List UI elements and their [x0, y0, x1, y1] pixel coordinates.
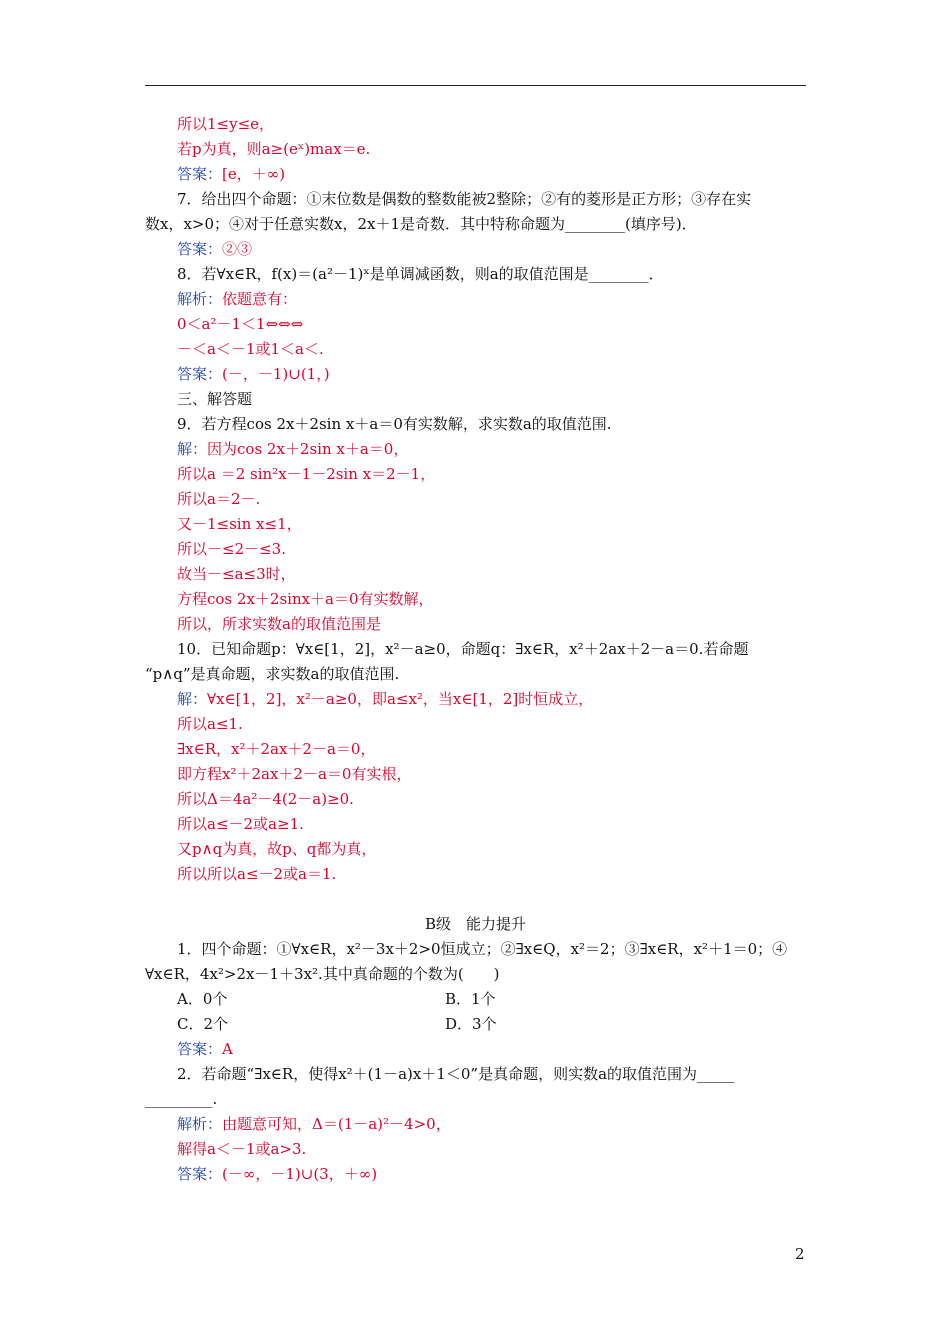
solution-text: (－，－1)∪(1，) — [222, 365, 330, 383]
solution-line: 所以－≤2－≤3. — [177, 540, 286, 558]
solution-line — [145, 287, 806, 312]
problem-line: 2．若命题“∃x∈R，使得x²＋(1－a)x＋1＜0”是真命题，则实数a的取值范围为_____ — [177, 1065, 735, 1083]
solution-line: 所以a ＝2 sin²x－1－2sin x＝2－1， — [177, 465, 436, 483]
solution-label: 答案： — [177, 240, 223, 258]
solution-line — [145, 1112, 806, 1137]
solution-text: ∀x∈[1，2]，x²－a≥0，即a≤x²，当x∈[1，2]时恒成立， — [207, 690, 594, 708]
solution-line: 0＜a²－1＜1⇔⇔⇔ — [177, 315, 304, 333]
problem-line: 10．已知命题p：∀x∈[1，2]，x²－a≥0，命题q：∃x∈R，x²＋2ax＋2－a＝0.若命题 — [177, 640, 749, 658]
solution-label: 解析： — [177, 1115, 223, 1133]
solution-line — [145, 362, 806, 387]
solution-text: 因为cos 2x＋2sin x＋a＝0， — [207, 440, 409, 458]
solution-line: 所以1≤y≤e， — [177, 115, 275, 133]
solution-label: 答案： — [177, 365, 223, 383]
solution-line: 解得a＜－1或a>3. — [177, 1140, 307, 1158]
problem-line: 9．若方程cos 2x＋2sin x＋a＝0有实数解，求实数a的取值范围. — [177, 415, 612, 433]
solution-label: 答案： — [177, 1040, 223, 1058]
solution-line: －＜a＜－1或1＜a＜. — [177, 340, 324, 358]
page-number: 2 — [795, 1245, 805, 1263]
choice-b: B．1个 — [445, 990, 496, 1008]
solution-text: A — [222, 1040, 233, 1058]
problem-line: _________. — [145, 1090, 218, 1108]
solution-line: 又p∧q为真，故p、q都为真， — [177, 840, 377, 858]
solution-label: 答案： — [177, 165, 223, 183]
problem-line: 8．若∀x∈R，f(x)＝(a²－1)ˣ是单调减函数，则a的取值范围是________． — [177, 265, 664, 283]
problem-line: 7．给出四个命题：①末位数是偶数的整数能被2整除；②有的菱形是正方形；③存在实 — [177, 190, 752, 208]
solution-line — [145, 687, 806, 712]
problem-line: 1．四个命题：①∀x∈R，x²－3x＋2>0恒成立；②∃x∈Q，x²＝2；③∃x∈R，x²＋1＝0；④ — [177, 940, 788, 958]
solution-line: 所以a≤－2或a≥1. — [177, 815, 304, 833]
choice-a: A．0个 — [177, 990, 228, 1008]
problem-line: 三、解答题 — [177, 390, 253, 408]
solution-line: ∃x∈R，x²＋2ax＋2－a＝0， — [177, 740, 376, 758]
solution-text: 由题意可知，Δ＝(1－a)²－4>0， — [222, 1115, 451, 1133]
solution-label: 答案： — [177, 1165, 223, 1183]
problem-line: “p∧q”是真命题，求实数a的取值范围. — [145, 665, 400, 683]
solution-text: ②③ — [222, 240, 253, 258]
choice-row — [145, 1012, 806, 1037]
solution-label: 解： — [177, 440, 208, 458]
solution-line: 故当－≤a≤3时， — [177, 565, 296, 583]
solution-label: 解析： — [177, 290, 223, 308]
solution-line: 即方程x²＋2ax＋2－a＝0有实根， — [177, 765, 412, 783]
solution-line: 所以a＝2－. — [177, 490, 261, 508]
solution-line: 所以，所求实数a的取值范围是 — [177, 615, 381, 633]
solution-line: 所以Δ＝4a²－4(2－a)≥0. — [177, 790, 354, 808]
choice-row — [145, 987, 806, 1012]
section-heading: B级 能力提升 — [424, 915, 527, 933]
solution-text: 依题意有： — [222, 290, 298, 308]
spacer — [145, 887, 806, 912]
solution-line: 又－1≤sin x≤1， — [177, 515, 302, 533]
solution-line — [145, 1037, 806, 1062]
solution-label: 解： — [177, 690, 208, 708]
solution-line: 所以所以a≤－2或a＝1. — [177, 865, 337, 883]
solution-line — [145, 437, 806, 462]
solution-line: 方程cos 2x＋2sinx＋a＝0有实数解， — [177, 590, 434, 608]
problem-line: ∀x∈R，4x²>2x－1＋3x².其中真命题的个数为( ) — [145, 965, 500, 983]
solution-line: 若p为真，则a≥(eˣ)max＝e. — [177, 140, 371, 158]
solution-line — [145, 237, 806, 262]
header-rule — [145, 85, 806, 86]
solution-line: 所以a≤1. — [177, 715, 243, 733]
solution-line — [145, 162, 806, 187]
choice-c: C．2个 — [177, 1015, 229, 1033]
document-body — [145, 112, 806, 1187]
solution-text: (－∞，－1)∪(3，＋∞) — [222, 1165, 378, 1183]
solution-text: [e，＋∞) — [222, 165, 286, 183]
problem-line: 数x，x>0；④对于任意实数x，2x＋1是奇数．其中特称命题为________(填序号)． — [145, 215, 697, 233]
choice-d: D．3个 — [445, 1015, 497, 1033]
solution-line — [145, 1162, 806, 1187]
